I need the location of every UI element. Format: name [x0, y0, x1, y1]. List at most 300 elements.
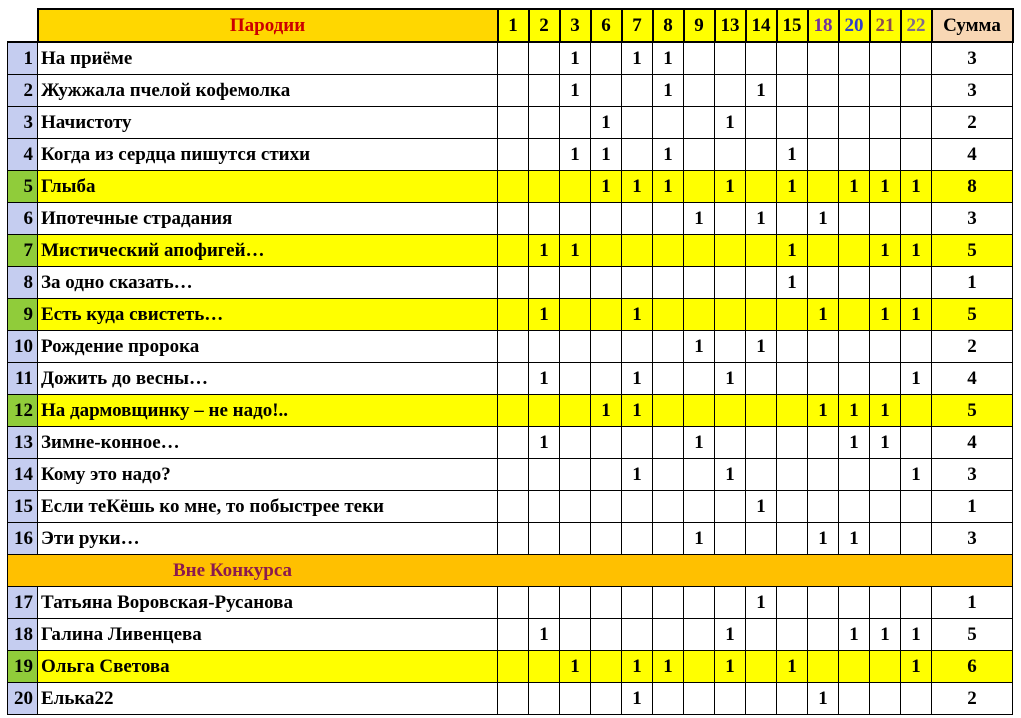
vote-cell: 1 — [746, 331, 777, 363]
vote-cell — [715, 587, 746, 619]
row-number: 11 — [8, 363, 38, 395]
row-sum: 3 — [932, 203, 1013, 235]
vote-cell — [560, 299, 591, 331]
vote-cell — [591, 267, 622, 299]
vote-cell — [560, 107, 591, 139]
vote-cell: 1 — [622, 299, 653, 331]
vote-cell — [529, 171, 560, 203]
column-header: 18 — [808, 9, 839, 42]
row-title: На приёме — [38, 42, 498, 75]
table-row — [8, 107, 1013, 139]
vote-cell — [901, 587, 932, 619]
vote-cell — [591, 587, 622, 619]
table-row — [8, 427, 1013, 459]
vote-cell — [901, 427, 932, 459]
vote-cell — [622, 587, 653, 619]
column-header: 13 — [715, 9, 746, 42]
row-title: Елька22 — [38, 683, 498, 715]
column-header: 14 — [746, 9, 777, 42]
vote-cell — [684, 395, 715, 427]
vote-cell — [529, 331, 560, 363]
vote-cell — [560, 171, 591, 203]
row-sum: 3 — [932, 459, 1013, 491]
vote-cell: 1 — [653, 42, 684, 75]
table-row — [8, 203, 1013, 235]
vote-cell — [746, 42, 777, 75]
vote-cell — [715, 491, 746, 523]
row-title: Жужжала пчелой кофемолка — [38, 75, 498, 107]
vote-cell — [560, 459, 591, 491]
vote-cell — [684, 171, 715, 203]
vote-cell: 1 — [560, 75, 591, 107]
vote-cell — [684, 75, 715, 107]
row-title: Когда из сердца пишутся стихи — [38, 139, 498, 171]
vote-cell — [901, 267, 932, 299]
vote-cell: 1 — [901, 171, 932, 203]
vote-cell — [529, 42, 560, 75]
row-title: Дожить до весны… — [38, 363, 498, 395]
vote-cell — [498, 299, 529, 331]
row-number: 4 — [8, 139, 38, 171]
vote-cell — [839, 491, 870, 523]
vote-cell — [808, 42, 839, 75]
vote-cell — [529, 683, 560, 715]
vote-cell: 1 — [653, 651, 684, 683]
vote-cell: 1 — [839, 171, 870, 203]
row-number: 1 — [8, 42, 38, 75]
vote-cell — [591, 459, 622, 491]
vote-cell — [808, 587, 839, 619]
vote-cell — [901, 491, 932, 523]
table-row — [8, 651, 1013, 683]
vote-cell: 1 — [777, 267, 808, 299]
vote-cell — [870, 491, 901, 523]
vote-cell — [591, 235, 622, 267]
vote-cell — [684, 42, 715, 75]
vote-cell — [684, 459, 715, 491]
vote-cell — [622, 491, 653, 523]
vote-cell — [529, 523, 560, 555]
vote-cell — [746, 395, 777, 427]
vote-cell: 1 — [901, 235, 932, 267]
vote-cell — [901, 42, 932, 75]
vote-cell — [746, 107, 777, 139]
row-title: За одно сказать… — [38, 267, 498, 299]
vote-cell: 1 — [777, 139, 808, 171]
vote-cell — [653, 683, 684, 715]
vote-cell — [715, 427, 746, 459]
column-header: 1 — [498, 9, 529, 42]
vote-cell — [498, 267, 529, 299]
vote-cell — [839, 42, 870, 75]
row-title: Эти руки… — [38, 523, 498, 555]
vote-cell — [529, 107, 560, 139]
row-sum: 4 — [932, 427, 1013, 459]
row-number: 14 — [8, 459, 38, 491]
row-sum: 2 — [932, 107, 1013, 139]
vote-cell — [870, 203, 901, 235]
vote-cell — [870, 42, 901, 75]
vote-cell: 1 — [870, 427, 901, 459]
vote-cell: 1 — [777, 651, 808, 683]
table-row — [8, 523, 1013, 555]
vote-cell — [839, 235, 870, 267]
vote-cell — [560, 267, 591, 299]
table-row — [8, 587, 1013, 619]
vote-cell: 1 — [684, 427, 715, 459]
vote-cell — [777, 331, 808, 363]
vote-cell — [622, 619, 653, 651]
vote-cell: 1 — [622, 171, 653, 203]
vote-cell — [529, 203, 560, 235]
vote-cell: 1 — [622, 459, 653, 491]
row-sum: 3 — [932, 75, 1013, 107]
vote-cell: 1 — [901, 363, 932, 395]
section-row — [8, 555, 1013, 587]
vote-cell — [560, 427, 591, 459]
vote-cell — [870, 683, 901, 715]
row-number: 2 — [8, 75, 38, 107]
vote-cell — [498, 619, 529, 651]
vote-cell — [777, 459, 808, 491]
row-number: 15 — [8, 491, 38, 523]
table-row — [8, 267, 1013, 299]
results-table — [7, 8, 1014, 715]
row-number: 20 — [8, 683, 38, 715]
vote-cell — [746, 299, 777, 331]
vote-cell — [808, 235, 839, 267]
row-title: Рождение пророка — [38, 331, 498, 363]
table-row — [8, 683, 1013, 715]
vote-cell: 1 — [777, 171, 808, 203]
vote-cell — [591, 75, 622, 107]
vote-cell: 1 — [901, 619, 932, 651]
vote-cell: 1 — [870, 619, 901, 651]
vote-cell: 1 — [653, 139, 684, 171]
vote-cell — [498, 491, 529, 523]
vote-cell — [653, 203, 684, 235]
table-row — [8, 139, 1013, 171]
vote-cell — [746, 651, 777, 683]
vote-cell — [684, 683, 715, 715]
vote-cell: 1 — [808, 683, 839, 715]
row-number: 19 — [8, 651, 38, 683]
column-header: 6 — [591, 9, 622, 42]
vote-cell — [901, 139, 932, 171]
vote-cell — [808, 427, 839, 459]
vote-cell: 1 — [746, 203, 777, 235]
vote-cell — [498, 235, 529, 267]
vote-cell — [901, 203, 932, 235]
row-sum: 1 — [932, 587, 1013, 619]
vote-cell — [839, 75, 870, 107]
vote-cell — [529, 587, 560, 619]
vote-cell — [839, 587, 870, 619]
vote-cell — [870, 267, 901, 299]
column-header: 22 — [901, 9, 932, 42]
row-title: Татьяна Воровская-Русанова — [38, 587, 498, 619]
row-title: На дармовщинку – не надо!.. — [38, 395, 498, 427]
row-sum: 1 — [932, 491, 1013, 523]
vote-cell: 1 — [901, 459, 932, 491]
vote-cell — [901, 75, 932, 107]
table-row — [8, 491, 1013, 523]
vote-cell — [591, 523, 622, 555]
table-row — [8, 299, 1013, 331]
vote-cell — [560, 619, 591, 651]
vote-cell — [870, 331, 901, 363]
vote-cell — [653, 427, 684, 459]
row-number: 7 — [8, 235, 38, 267]
row-title: Кому это надо? — [38, 459, 498, 491]
vote-cell — [498, 523, 529, 555]
vote-cell — [529, 459, 560, 491]
table-row — [8, 42, 1013, 75]
vote-cell — [498, 651, 529, 683]
vote-cell — [498, 427, 529, 459]
vote-cell: 1 — [622, 683, 653, 715]
vote-cell — [653, 267, 684, 299]
vote-cell: 1 — [777, 235, 808, 267]
vote-cell — [653, 107, 684, 139]
vote-cell — [746, 139, 777, 171]
vote-cell: 1 — [715, 651, 746, 683]
vote-cell: 1 — [560, 139, 591, 171]
vote-cell: 1 — [870, 299, 901, 331]
row-sum: 3 — [932, 523, 1013, 555]
vote-cell — [808, 491, 839, 523]
vote-cell — [653, 587, 684, 619]
vote-cell — [746, 363, 777, 395]
vote-cell — [777, 75, 808, 107]
vote-cell — [498, 331, 529, 363]
vote-cell — [560, 363, 591, 395]
vote-cell: 1 — [808, 523, 839, 555]
vote-cell — [684, 235, 715, 267]
vote-cell — [498, 459, 529, 491]
vote-cell — [591, 331, 622, 363]
vote-cell — [529, 75, 560, 107]
vote-cell — [839, 267, 870, 299]
vote-cell — [560, 523, 591, 555]
vote-cell — [901, 523, 932, 555]
vote-cell — [622, 523, 653, 555]
vote-cell — [560, 491, 591, 523]
vote-cell — [653, 491, 684, 523]
vote-cell — [870, 523, 901, 555]
vote-cell — [870, 107, 901, 139]
vote-cell — [498, 587, 529, 619]
vote-cell — [839, 139, 870, 171]
vote-cell — [591, 203, 622, 235]
vote-cell — [591, 651, 622, 683]
vote-cell: 1 — [839, 619, 870, 651]
column-header: 9 — [684, 9, 715, 42]
vote-cell — [715, 683, 746, 715]
vote-cell: 1 — [839, 395, 870, 427]
header-row — [8, 9, 1013, 42]
corner-cell — [8, 9, 38, 42]
vote-cell: 1 — [560, 42, 591, 75]
vote-cell — [715, 42, 746, 75]
vote-cell — [746, 619, 777, 651]
vote-cell: 1 — [653, 171, 684, 203]
vote-cell — [839, 683, 870, 715]
table-row — [8, 75, 1013, 107]
vote-cell — [808, 331, 839, 363]
vote-cell: 1 — [529, 235, 560, 267]
vote-cell: 1 — [622, 363, 653, 395]
vote-cell — [653, 331, 684, 363]
vote-cell — [591, 619, 622, 651]
row-number: 6 — [8, 203, 38, 235]
vote-cell: 1 — [622, 395, 653, 427]
vote-cell — [498, 107, 529, 139]
row-number: 9 — [8, 299, 38, 331]
column-header: 8 — [653, 9, 684, 42]
vote-cell: 1 — [839, 427, 870, 459]
row-sum: 2 — [932, 331, 1013, 363]
vote-cell — [870, 587, 901, 619]
vote-cell: 1 — [529, 363, 560, 395]
column-header: 7 — [622, 9, 653, 42]
vote-cell: 1 — [560, 651, 591, 683]
vote-cell — [746, 235, 777, 267]
row-title: Мистический апофигей… — [38, 235, 498, 267]
row-sum: 5 — [932, 395, 1013, 427]
vote-cell — [591, 491, 622, 523]
vote-cell — [839, 107, 870, 139]
table-row — [8, 395, 1013, 427]
vote-cell — [715, 331, 746, 363]
vote-cell: 1 — [715, 619, 746, 651]
vote-cell: 1 — [684, 331, 715, 363]
vote-cell — [684, 491, 715, 523]
row-title: Галина Ливенцева — [38, 619, 498, 651]
vote-cell — [684, 363, 715, 395]
vote-cell — [715, 235, 746, 267]
vote-cell: 1 — [901, 299, 932, 331]
vote-cell: 1 — [808, 395, 839, 427]
vote-cell: 1 — [715, 171, 746, 203]
vote-cell — [746, 459, 777, 491]
row-sum: 4 — [932, 363, 1013, 395]
vote-cell: 1 — [529, 619, 560, 651]
row-sum: 5 — [932, 619, 1013, 651]
vote-cell: 1 — [839, 523, 870, 555]
vote-cell: 1 — [715, 107, 746, 139]
table-row — [8, 331, 1013, 363]
vote-cell — [622, 139, 653, 171]
vote-cell — [591, 363, 622, 395]
vote-cell — [529, 139, 560, 171]
vote-cell: 1 — [591, 395, 622, 427]
row-number: 13 — [8, 427, 38, 459]
vote-cell: 1 — [622, 42, 653, 75]
vote-cell: 1 — [529, 427, 560, 459]
vote-cell: 1 — [715, 363, 746, 395]
row-title: Глыба — [38, 171, 498, 203]
vote-cell — [622, 427, 653, 459]
table-title: Пародии — [38, 9, 498, 42]
row-sum: 6 — [932, 651, 1013, 683]
vote-cell — [808, 267, 839, 299]
vote-cell — [746, 427, 777, 459]
vote-cell — [870, 651, 901, 683]
row-number: 16 — [8, 523, 38, 555]
row-number: 12 — [8, 395, 38, 427]
vote-cell — [653, 363, 684, 395]
vote-cell — [715, 203, 746, 235]
row-sum: 5 — [932, 235, 1013, 267]
row-sum: 4 — [932, 139, 1013, 171]
vote-cell — [622, 107, 653, 139]
vote-cell: 1 — [591, 139, 622, 171]
vote-cell — [622, 75, 653, 107]
vote-cell — [622, 235, 653, 267]
row-title: Зимне-конное… — [38, 427, 498, 459]
vote-cell: 1 — [870, 395, 901, 427]
vote-cell: 1 — [684, 203, 715, 235]
row-number: 8 — [8, 267, 38, 299]
vote-cell — [498, 363, 529, 395]
vote-cell — [808, 363, 839, 395]
vote-cell — [498, 395, 529, 427]
vote-cell — [808, 75, 839, 107]
vote-cell — [746, 267, 777, 299]
vote-cell — [901, 107, 932, 139]
vote-cell — [715, 75, 746, 107]
table-row — [8, 235, 1013, 267]
vote-cell: 1 — [746, 491, 777, 523]
vote-cell — [529, 651, 560, 683]
vote-cell — [715, 139, 746, 171]
vote-cell — [808, 171, 839, 203]
vote-cell — [777, 491, 808, 523]
vote-cell — [684, 139, 715, 171]
vote-cell: 1 — [870, 235, 901, 267]
vote-cell — [746, 171, 777, 203]
vote-cell: 1 — [808, 299, 839, 331]
section-title: Вне Конкурса — [8, 555, 1013, 587]
vote-cell — [901, 683, 932, 715]
row-sum: 5 — [932, 299, 1013, 331]
vote-cell: 1 — [746, 587, 777, 619]
row-sum: 2 — [932, 683, 1013, 715]
table-row — [8, 171, 1013, 203]
vote-cell — [808, 459, 839, 491]
vote-cell — [684, 299, 715, 331]
vote-cell — [777, 619, 808, 651]
vote-cell — [498, 683, 529, 715]
vote-cell — [715, 395, 746, 427]
vote-cell — [653, 523, 684, 555]
row-sum: 1 — [932, 267, 1013, 299]
vote-cell — [870, 75, 901, 107]
row-title: Если теКёшь ко мне, то побыстрее теки — [38, 491, 498, 523]
vote-cell: 1 — [529, 299, 560, 331]
vote-cell: 1 — [808, 203, 839, 235]
vote-cell — [622, 331, 653, 363]
vote-cell: 1 — [746, 75, 777, 107]
vote-cell — [529, 395, 560, 427]
vote-cell — [901, 395, 932, 427]
vote-cell — [560, 587, 591, 619]
table-row — [8, 459, 1013, 491]
vote-cell — [684, 651, 715, 683]
vote-cell — [591, 683, 622, 715]
vote-cell — [777, 523, 808, 555]
